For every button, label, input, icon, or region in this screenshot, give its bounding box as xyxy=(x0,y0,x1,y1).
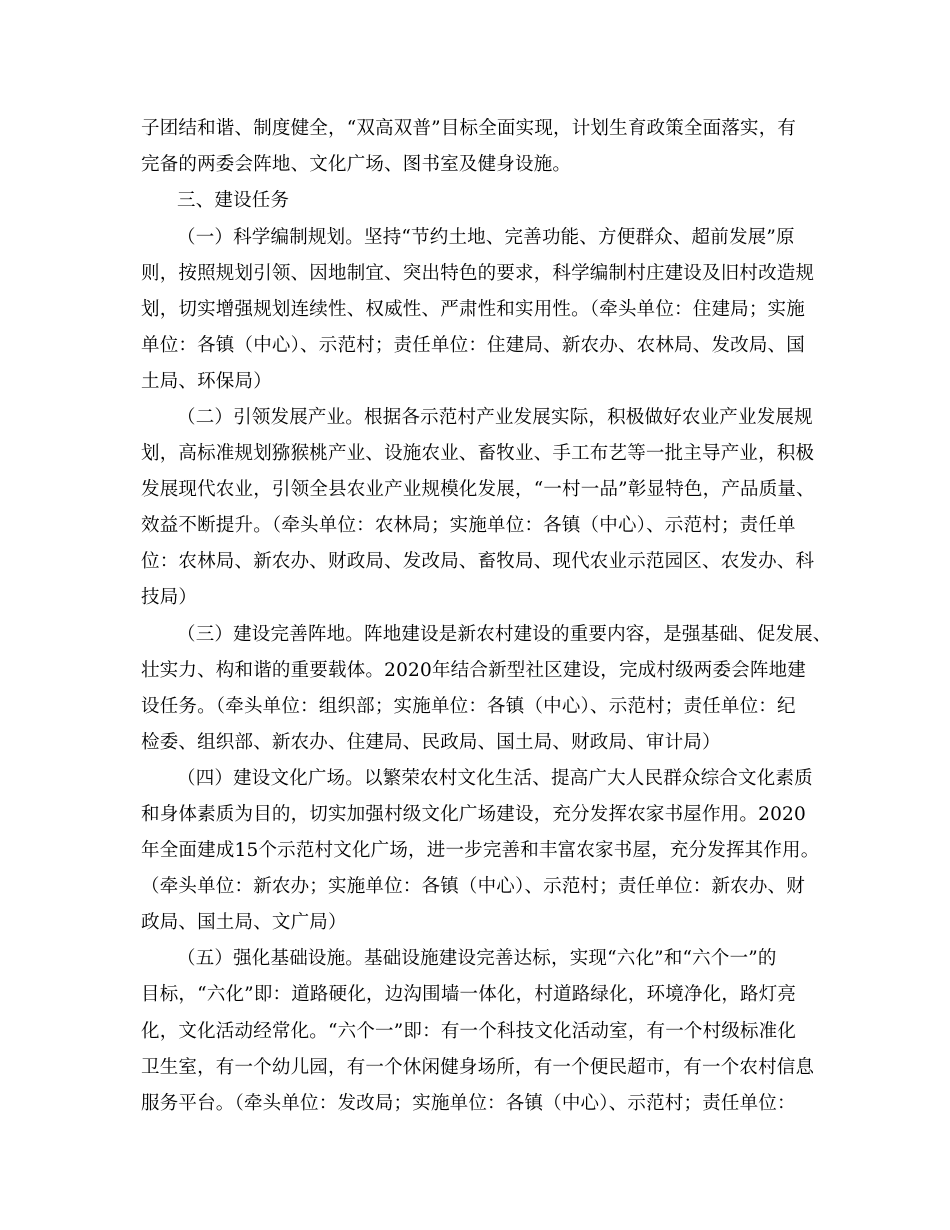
body-text-line: 划，切实增强规划连续性、权威性、严肃性和实用性。（牵头单位：住建局；实施 xyxy=(141,299,805,320)
body-text-line: 服务平台。（牵头单位：发改局；实施单位：各镇（中心）、示范村；责任单位： xyxy=(141,1093,796,1114)
body-text-line: 子团结和谐、制度健全，“双高双普”目标全面实现，计划生育政策全面落实，有 xyxy=(141,118,797,139)
body-text-line: 检委、组织部、新农办、住建局、民政局、国土局、财政局、审计局） xyxy=(141,732,721,753)
body-text-line: 化，文化活动经常化。“六个一”即：有一个科技文化活动室，有一个村级标准化 xyxy=(141,1021,797,1042)
body-text-line: 土局、环保局） xyxy=(141,371,272,392)
paragraph-heading-line: （五）强化基础设施。基础设施建设完善达标，实现“六化”和“六个一”的 xyxy=(177,948,777,969)
body-text-line: 完备的两委会阵地、文化广场、图书室及健身设施。 xyxy=(141,154,572,175)
body-text-line: 年全面建成15个示范村文化广场，进一步完善和丰富农家书屋，充分发挥其作用。 xyxy=(141,840,820,861)
body-text-line: 位：农林局、新农办、财政局、发改局、畜牧局、现代农业示范园区、农发办、科 xyxy=(141,551,815,572)
body-text-line: 政局、国土局、文广局） xyxy=(141,912,347,933)
paragraph-heading-line: （一）科学编制规划。坚持“节约土地、完善功能、方便群众、超前发展”原 xyxy=(177,227,795,248)
body-text-line: 卫生室，有一个幼儿园，有一个休闲健身场所，有一个便民超市，有一个农村信息 xyxy=(141,1057,815,1078)
body-text-line: 则，按照规划引领、因地制宜、突出特色的要求，科学编制村庄建设及旧村改造规 xyxy=(141,263,815,284)
body-text-line: 技局） xyxy=(141,587,198,608)
paragraph-heading-line: （三）建设完善阵地。阵地建设是新农村建设的重要内容，是强基础、促发展、 xyxy=(177,624,832,645)
body-text-line: 壮实力、构和谐的重要载体。2020年结合新型社区建设，完成村级两委会阵地建 xyxy=(141,660,806,681)
body-text-line: （牵头单位：新农办；实施单位：各镇（中心）、示范村；责任单位：新农办、财 xyxy=(141,876,805,897)
body-text-line: 设任务。（牵头单位：组织部；实施单位：各镇（中心）、示范村；责任单位：纪 xyxy=(141,696,796,717)
body-text-line: 单位：各镇（中心）、示范村；责任单位：住建局、新农办、农林局、发改局、国 xyxy=(141,335,805,356)
section-heading: 三、建设任务 xyxy=(177,190,290,211)
body-text-line: 和身体素质为目的，切实加强村级文化广场建设，充分发挥农家书屋作用。2020 xyxy=(141,804,806,825)
body-text-line: 划，高标准规划猕猴桃产业、设施农业、畜牧业、手工布艺等一批主导产业，积极 xyxy=(141,443,815,464)
paragraph-heading-line: （二）引领发展产业。根据各示范村产业发展实际，积极做好农业产业发展规 xyxy=(177,407,813,428)
paragraph-heading-line: （四）建设文化广场。以繁荣农村文化生活、提高广大人民群众综合文化素质 xyxy=(177,768,813,789)
body-text-line: 目标，“六化”即：道路硬化，边沟围墙一体化，村道路绿化，环境净化，路灯亮 xyxy=(141,984,797,1005)
body-text-line: 发展现代农业，引领全县农业产业规模化发展，“一村一品”彰显特色，产品质量、 xyxy=(141,479,815,500)
body-text-line: 效益不断提升。（牵头单位：农林局；实施单位：各镇（中心）、示范村；责任单 xyxy=(141,515,796,536)
